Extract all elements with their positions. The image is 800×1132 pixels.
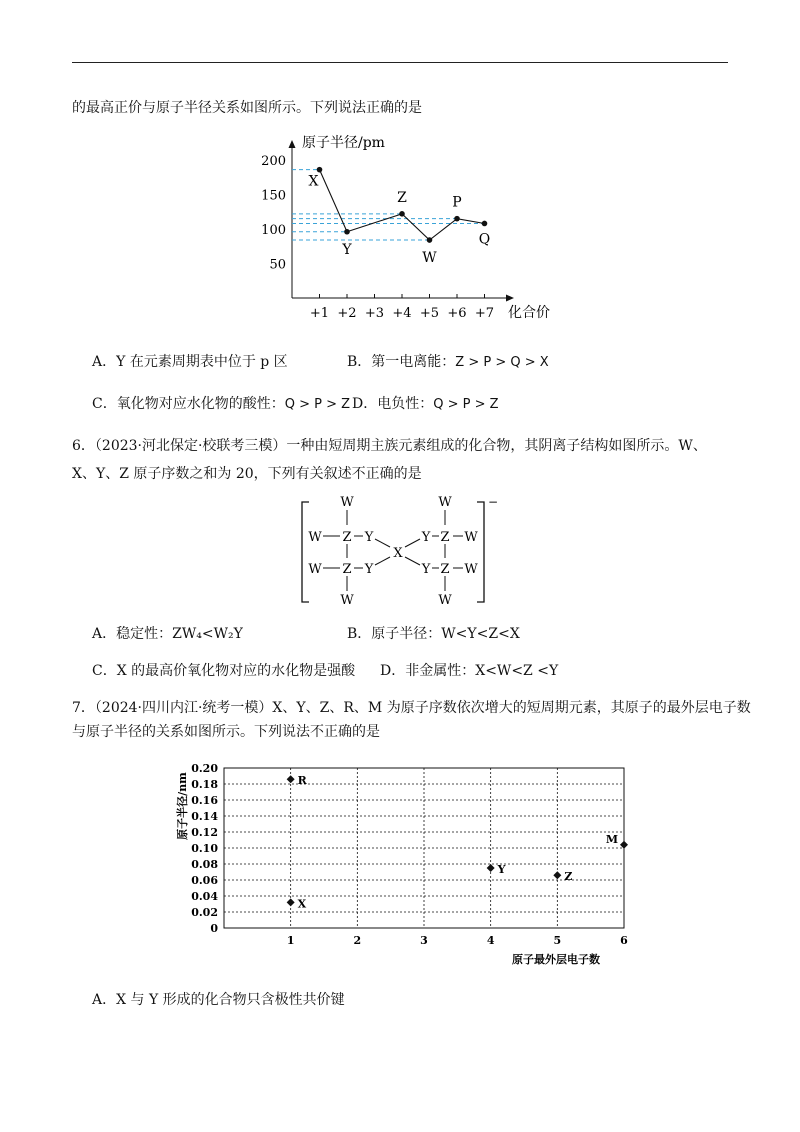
q6-option-d — [380, 661, 558, 681]
data-point — [487, 864, 495, 872]
q6-option-b — [347, 624, 520, 644]
option-text: 非金属性：X<W<Z <Y — [405, 663, 559, 679]
option-prefix: C． — [92, 663, 117, 679]
q5-option-d — [352, 394, 499, 415]
option-text: 电负性： — [377, 396, 434, 412]
atom-y: Y — [421, 530, 431, 545]
q7-stem-line1: 7．（2024·四川内江·统考一模）X、Y、Z、R、M 为原子序数依次增大的短周期元素，其原子的最外层电子数 — [72, 700, 751, 716]
option-prefix: B． — [347, 354, 372, 370]
point-label: Y — [342, 241, 352, 258]
atom-z: Z — [440, 562, 450, 577]
point-label: X — [308, 173, 319, 190]
q5-option-b — [347, 352, 549, 373]
y-tick-label: 0.06 — [191, 874, 218, 887]
atom-w: W — [308, 562, 322, 577]
option-text: X 的最高价氧化物对应的水化物是强酸 — [116, 663, 356, 679]
x-tick-label: +7 — [474, 306, 495, 321]
option-text: 第一电离能： — [371, 354, 456, 370]
point-label: Y — [497, 863, 506, 876]
option-text: X 与 Y 形成的化合物只含极性共价键 — [116, 992, 345, 1008]
y-axis-arrow — [289, 140, 296, 148]
x-tick-label: +4 — [392, 306, 412, 321]
x-tick-label: +1 — [309, 306, 330, 321]
atom-y: Y — [364, 530, 374, 545]
x-tick-label: +5 — [419, 306, 440, 321]
y-tick-label: 0.14 — [191, 810, 218, 823]
q5-option-a — [92, 352, 288, 372]
data-point — [344, 229, 350, 235]
atom-y: Y — [421, 562, 431, 577]
point-label: Z — [397, 189, 407, 206]
option-text: Y 在元素周期表中位于 p 区 — [116, 354, 288, 370]
point-label: X — [297, 897, 307, 911]
atom-z: Z — [342, 530, 352, 545]
q5-option-c — [92, 394, 350, 415]
x-tick-label: +3 — [364, 306, 385, 321]
data-point — [287, 898, 295, 906]
data-point — [427, 237, 433, 243]
option-text: 稳定性：ZW₄<W₂Y — [116, 626, 243, 642]
valence-radius-chart — [240, 128, 560, 328]
option-prefix: D． — [380, 663, 406, 679]
atom-w: W — [464, 530, 478, 545]
q6-option-c — [92, 661, 355, 681]
charge-sign: − — [488, 495, 499, 509]
option-math: Q > P > Z — [284, 397, 351, 412]
electron-radius-chart — [168, 758, 638, 976]
y-axis-label: 原子半径/pm — [302, 135, 385, 151]
data-point — [553, 871, 561, 879]
atom-w: W — [464, 562, 478, 577]
data-point — [454, 216, 460, 222]
point-label: W — [422, 250, 437, 267]
x-tick-label: 3 — [420, 934, 428, 947]
y-tick-label: 0 — [210, 922, 218, 935]
q6-option-a — [92, 624, 243, 644]
q5-intro-text: 的最高正价与原子半径关系如图所示。下列说法正确的是 — [72, 100, 422, 116]
option-prefix: A． — [92, 626, 117, 642]
y-tick-label: 50 — [269, 257, 286, 273]
y-tick-label: 0.02 — [191, 906, 218, 919]
right-bracket — [477, 502, 484, 602]
option-math: Q > P > Z — [433, 397, 499, 412]
q6-stem-line1: 6．（2023·河北保定·校联考三模）一种由短周期主族元素组成的化合物，其阴离子结构如图所示。W、 — [72, 438, 707, 454]
y-tick-label: 0.04 — [191, 890, 218, 903]
point-label: Q — [478, 231, 491, 248]
y-tick-label: 200 — [261, 154, 286, 169]
option-prefix: C． — [92, 396, 117, 412]
point-label: Z — [564, 870, 573, 884]
x-tick-label: +2 — [337, 306, 357, 321]
x-tick-label: 1 — [286, 934, 295, 947]
x-tick-label: 2 — [353, 934, 362, 947]
atom-z: Z — [342, 562, 352, 577]
atom-x: X — [393, 546, 403, 561]
option-prefix: B． — [347, 626, 372, 642]
left-bracket — [302, 502, 309, 602]
x-axis-label: 化合价 — [508, 305, 550, 321]
atom-w: W — [308, 530, 322, 545]
y-tick-label: 0.20 — [191, 762, 218, 775]
data-point — [482, 221, 488, 227]
q7-stem-line2: 与原子半径的关系如图所示。下列说法不正确的是 — [72, 724, 380, 740]
option-math: Z > P > Q > X — [455, 355, 549, 370]
x-axis-arrow — [506, 295, 514, 302]
x-tick-label: 5 — [553, 934, 562, 947]
header-rule — [72, 62, 728, 63]
data-point — [317, 167, 323, 173]
option-prefix: D． — [352, 396, 378, 412]
y-tick-label: 150 — [261, 188, 286, 204]
data-point — [287, 775, 295, 783]
y-tick-label: 100 — [261, 223, 286, 238]
data-point — [620, 841, 628, 849]
x-tick-label: +6 — [447, 306, 467, 321]
x-tick-label: 6 — [620, 934, 628, 947]
option-prefix: A． — [92, 992, 117, 1008]
atom-w: W — [340, 593, 354, 608]
y-tick-label: 0.12 — [191, 826, 218, 839]
atom-w: W — [438, 593, 452, 608]
y-tick-label: 0.10 — [191, 842, 218, 855]
data-point — [399, 211, 405, 217]
point-label: M — [605, 832, 618, 846]
y-axis-label: 原子半径/nm — [176, 772, 189, 840]
point-label: P — [452, 194, 462, 211]
option-text: 原子半径：W<Y<Z<X — [371, 626, 520, 642]
point-label: R — [297, 774, 307, 788]
atom-y: Y — [364, 562, 374, 577]
y-tick-label: 0.18 — [191, 778, 218, 791]
y-tick-label: 0.08 — [191, 858, 218, 871]
y-tick-label: 0.16 — [191, 794, 218, 807]
anion-structure-diagram — [295, 492, 525, 612]
q6-stem-line2: X、Y、Z 原子序数之和为 20，下列有关叙述不正确的是 — [72, 466, 422, 482]
option-prefix: A． — [92, 354, 117, 370]
x-tick-label: 4 — [486, 934, 495, 947]
x-axis-label: 原子最外层电子数 — [512, 953, 600, 966]
atom-w: W — [438, 495, 452, 510]
option-text: 氧化物对应水化物的酸性： — [116, 396, 285, 412]
atom-z: Z — [440, 530, 450, 545]
q7-option-a — [92, 990, 345, 1010]
atom-w: W — [340, 495, 354, 510]
